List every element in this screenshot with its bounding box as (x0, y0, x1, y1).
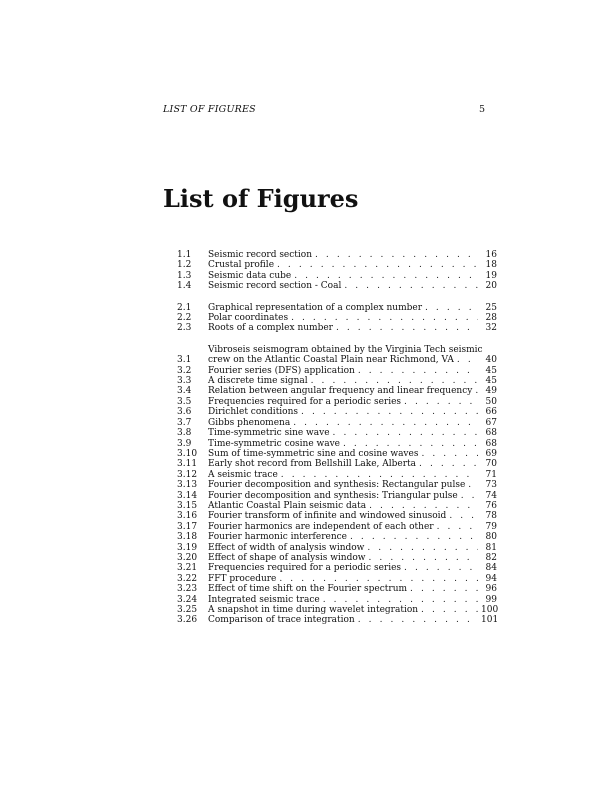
figure-page-number: 69 (485, 448, 497, 459)
figure-number: 3.20 (177, 552, 198, 563)
figure-group (177, 250, 497, 292)
figure-caption (208, 407, 481, 417)
figure-number: 3.17 (177, 521, 198, 532)
figure-page-number: 66 (485, 407, 497, 418)
figure-number: 3.15 (177, 500, 198, 511)
dot-leader (358, 615, 478, 625)
dot-leader (350, 532, 478, 542)
figure-caption-text: Crustal profile (208, 260, 275, 271)
figure-entry[interactable] (177, 563, 497, 573)
figure-caption-text: Sum of time-symmetric sine and cosine waves (208, 448, 419, 459)
dot-leader (369, 501, 478, 511)
figure-entry[interactable] (177, 605, 497, 615)
dot-leader (404, 397, 478, 407)
dot-leader (421, 605, 478, 615)
figure-entry[interactable] (177, 250, 497, 260)
figure-caption-text: Comparison of trace integration (208, 615, 355, 626)
figure-page-number: 25 (485, 302, 497, 313)
figure-page-number: 79 (485, 521, 497, 532)
figure-entry[interactable] (177, 615, 497, 625)
figure-page-number: 19 (485, 270, 497, 281)
figure-caption (208, 345, 481, 366)
figure-caption-text: Integrated seismic trace (208, 594, 320, 605)
figure-page-number: 67 (485, 417, 497, 428)
figure-caption (208, 574, 481, 584)
figure-caption-text: crew on the Atlantic Coastal Plain near Richmond, VA (208, 355, 454, 366)
figure-caption-text: Effect of shape of analysis window (208, 552, 366, 563)
figure-entry[interactable] (177, 397, 497, 407)
figure-number: 3.2 (177, 365, 192, 376)
figure-caption-text: Polar coordinates (208, 313, 289, 324)
figure-entry[interactable] (177, 271, 497, 281)
figure-caption-text: Seismic record section (208, 250, 313, 260)
figure-caption-text: Fourier harmonic interference (208, 532, 347, 543)
figure-entry[interactable] (177, 313, 497, 323)
figure-page-number: 96 (485, 584, 497, 595)
figure-page-number: 80 (485, 532, 497, 543)
figure-page-number: 28 (485, 313, 497, 324)
figure-caption (208, 522, 481, 532)
figure-number: 3.25 (177, 605, 198, 615)
figure-caption (208, 313, 481, 323)
page-number: 5 (478, 104, 485, 115)
running-header (163, 104, 485, 118)
figure-number: 3.18 (177, 532, 198, 543)
dot-leader (421, 449, 478, 459)
figure-entry[interactable] (177, 303, 497, 313)
figure-caption (208, 323, 481, 333)
figure-caption-text: Atlantic Coastal Plain seismic data (208, 500, 367, 511)
figure-number: 3.19 (177, 542, 198, 553)
figure-number: 3.8 (177, 428, 192, 439)
figure-number: 3.1 (177, 355, 192, 366)
figure-caption (208, 397, 481, 407)
figure-caption-text: A seismic trace (208, 469, 278, 480)
figure-caption (208, 553, 481, 563)
dot-leader (323, 595, 478, 605)
figure-caption (208, 376, 481, 386)
figure-caption-text: A snapshot in time during wavelet integration (208, 605, 419, 615)
dot-leader (293, 418, 478, 428)
figure-entry[interactable] (177, 522, 497, 532)
list-of-figures (177, 250, 497, 637)
figure-caption-text: Roots of a complex number (208, 323, 333, 334)
figure-caption-line: Vibroseis seismogram obtained by the Virginia Tech seismic (208, 344, 483, 355)
figure-caption (208, 303, 481, 313)
figure-page-number: 99 (485, 594, 497, 605)
figure-caption (208, 501, 481, 511)
figure-number: 3.14 (177, 490, 198, 501)
figure-number: 3.13 (177, 480, 198, 491)
running-title: LIST OF FIGURES (163, 104, 256, 115)
figure-caption-text: Seismic data cube (208, 270, 292, 281)
figure-number: 2.3 (177, 323, 192, 334)
figure-caption-text: Graphical representation of a complex number (208, 302, 423, 313)
figure-caption (208, 281, 481, 291)
figure-caption (208, 250, 481, 260)
figure-entry[interactable] (177, 439, 497, 449)
figure-number: 1.1 (177, 250, 192, 260)
page-title: List of Figures (163, 184, 359, 213)
figure-page-number: 70 (485, 459, 497, 470)
figure-entry[interactable] (177, 459, 497, 469)
figure-entry[interactable] (177, 366, 497, 376)
figure-caption-text: Time-symmetric sine wave (208, 428, 330, 439)
dot-leader (336, 323, 478, 333)
figure-page-number: 49 (485, 386, 497, 397)
figure-entry[interactable] (177, 281, 497, 291)
figure-page-number: 16 (485, 250, 497, 260)
figure-caption (208, 532, 481, 542)
figure-number: 1.2 (177, 260, 192, 271)
figure-entry[interactable] (177, 543, 497, 553)
figure-page-number: 81 (485, 542, 497, 553)
figure-number: 3.26 (177, 615, 198, 626)
figure-caption-text: Time-symmetric cosine wave (208, 438, 340, 449)
figure-caption-text: Fourier transform of infinite and windowed sinusoid (208, 511, 447, 522)
figure-caption (208, 428, 481, 438)
dot-leader (369, 553, 479, 563)
figure-number: 3.21 (177, 563, 198, 574)
figure-entry[interactable] (177, 501, 497, 511)
figure-entry[interactable] (177, 491, 497, 501)
figure-page-number: 76 (485, 500, 497, 511)
dot-leader (468, 480, 478, 490)
figure-caption-text: Dirichlet conditions (208, 407, 299, 418)
dot-leader (404, 563, 478, 573)
figure-page-number: 94 (485, 573, 497, 584)
figure-caption-text: Seismic record section - Coal (208, 281, 342, 292)
dot-leader (343, 439, 478, 449)
figure-number: 1.4 (177, 281, 192, 292)
dot-leader (281, 470, 478, 480)
figure-number: 3.7 (177, 417, 192, 428)
figure-group (177, 345, 497, 626)
figure-caption-text: Fourier decomposition and synthesis: Rectangular pulse (208, 480, 466, 491)
figure-number: 3.5 (177, 396, 192, 407)
figure-entry[interactable] (177, 428, 497, 438)
figure-page-number: 68 (485, 428, 497, 439)
dot-leader (457, 355, 478, 365)
figure-number: 3.6 (177, 407, 192, 418)
figure-caption (208, 271, 481, 281)
figure-number: 3.11 (177, 459, 198, 470)
figure-caption-text: A discrete time signal (208, 376, 308, 387)
figure-page-number: 78 (485, 511, 497, 522)
figure-caption-text: Frequencies required for a periodic series (208, 396, 402, 407)
dot-leader (333, 428, 478, 438)
figure-caption (208, 480, 481, 490)
figure-page-number: 45 (485, 365, 497, 376)
figure-entry[interactable] (177, 532, 497, 542)
dot-leader (425, 303, 478, 313)
figure-caption-text: Relation between angular frequency and linear frequency (208, 386, 473, 397)
figure-caption (208, 595, 481, 605)
figure-page-number: 18 (485, 260, 497, 271)
figure-page-number: 71 (485, 469, 497, 480)
figure-number: 3.10 (177, 448, 198, 459)
figure-caption (208, 260, 481, 270)
figure-number: 1.3 (177, 270, 192, 281)
figure-caption (208, 543, 481, 553)
figure-caption (208, 366, 481, 376)
figure-page-number: 74 (485, 490, 497, 501)
figure-caption-text: Fourier harmonics are independent of each other (208, 521, 434, 532)
figure-page-number: 32 (485, 323, 497, 334)
dot-leader (419, 459, 478, 469)
dot-leader (311, 376, 478, 386)
figure-caption (208, 418, 481, 428)
dot-leader (367, 543, 478, 553)
figure-number: 3.4 (177, 386, 192, 397)
figure-entry[interactable] (177, 345, 497, 366)
dot-leader (291, 313, 478, 323)
figure-page-number: 101 (481, 615, 499, 626)
figure-number: 3.3 (177, 376, 192, 387)
figure-caption-text: Frequencies required for a periodic series (208, 563, 402, 574)
figure-page-number: 40 (485, 355, 497, 366)
figure-caption (208, 439, 481, 449)
figure-number: 2.2 (177, 313, 192, 324)
dot-leader (277, 260, 478, 270)
dot-leader (279, 574, 478, 584)
figure-caption (208, 491, 481, 501)
figure-caption-text: Effect of time shift on the Fourier spectrum (208, 584, 408, 595)
figure-caption-text: Fourier decomposition and synthesis: Triangular pulse (208, 490, 458, 501)
figure-page-number: 100 (481, 605, 499, 615)
figure-caption-text: Fourier series (DFS) application (208, 365, 355, 376)
figure-caption (208, 584, 481, 594)
figure-number: 3.16 (177, 511, 198, 522)
figure-entry[interactable] (177, 386, 497, 396)
figure-number: 2.1 (177, 302, 192, 313)
figure-entry[interactable] (177, 323, 497, 333)
dot-leader (449, 511, 478, 521)
figure-number: 3.22 (177, 573, 198, 584)
figure-page-number: 73 (485, 480, 497, 491)
figure-caption-text: FFT procedure (208, 573, 277, 584)
figure-entry[interactable] (177, 470, 497, 480)
figure-entry[interactable] (177, 376, 497, 386)
figure-entry[interactable] (177, 418, 497, 428)
figure-entry[interactable] (177, 574, 497, 584)
figure-caption-text: Early shot record from Bellshill Lake, Alberta (208, 459, 417, 470)
figure-caption (208, 386, 481, 396)
dot-leader (344, 281, 478, 291)
figure-page-number: 50 (485, 396, 497, 407)
figure-caption-text: Effect of width of analysis window (208, 542, 365, 553)
figure-caption (208, 563, 481, 573)
dot-leader (358, 366, 478, 376)
figure-caption (208, 605, 481, 615)
figure-page-number: 82 (485, 552, 497, 563)
figure-entry[interactable] (177, 595, 497, 605)
figure-number: 3.9 (177, 438, 192, 449)
figure-entry[interactable] (177, 511, 497, 521)
figure-caption (208, 449, 481, 459)
figure-group (177, 303, 497, 334)
figure-page-number: 84 (485, 563, 497, 574)
figure-page-number: 20 (485, 281, 497, 292)
figure-caption (208, 459, 481, 469)
figure-caption (208, 615, 481, 625)
figure-page-number: 68 (485, 438, 497, 449)
dot-leader (437, 522, 478, 532)
figure-entry[interactable] (177, 407, 497, 417)
figure-entry[interactable] (177, 260, 497, 270)
dot-leader (301, 407, 478, 417)
figure-entry[interactable] (177, 553, 497, 563)
dot-leader (461, 491, 478, 501)
figure-caption-text: Gibbs phenomena (208, 417, 291, 428)
figure-caption (208, 470, 481, 480)
dot-leader (410, 584, 478, 594)
figure-page-number: 45 (485, 376, 497, 387)
figure-number: 3.23 (177, 584, 198, 595)
figure-entry[interactable] (177, 584, 497, 594)
dot-leader (315, 250, 478, 260)
figure-number: 3.24 (177, 594, 198, 605)
figure-number: 3.12 (177, 469, 198, 480)
dot-leader (294, 271, 478, 281)
figure-entry[interactable] (177, 449, 497, 459)
figure-caption (208, 511, 481, 521)
figure-entry[interactable] (177, 480, 497, 490)
